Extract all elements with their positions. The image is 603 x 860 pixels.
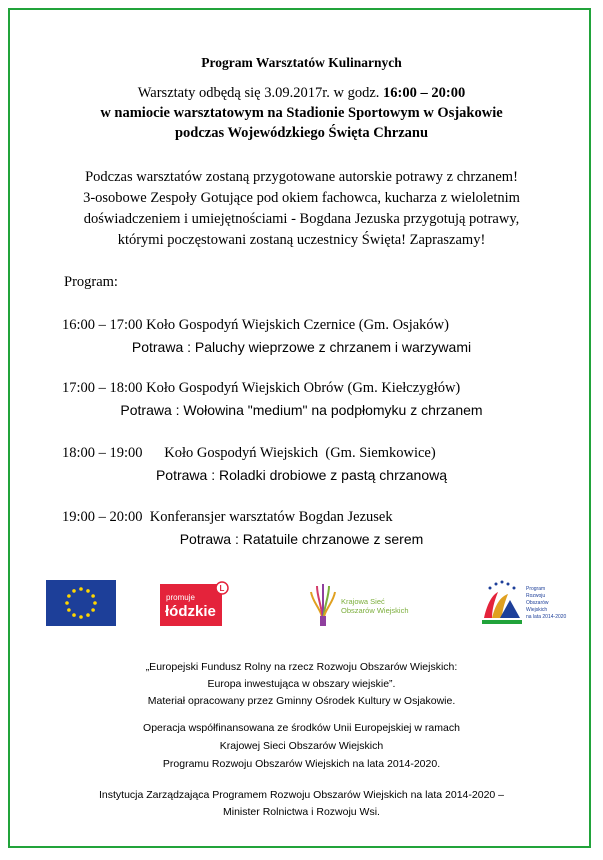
location-line: w namiocie warsztatowym na Stadionie Sportowym w Osjakowie: [100, 105, 503, 121]
footer-line: Programu Rozwoju Obszarów Wiejskich na lata 2014-2020.: [162, 758, 441, 770]
schedule-slot: 18:00 – 19:00 Koło Gospodyń Wiejskich (Gm. Siemkowice): [62, 445, 436, 461]
schedule-slot: 19:00 – 20:00 Konferansjer warsztatów Bogdan Jezusek: [62, 509, 393, 525]
page-title: Program Warsztatów Kulinarnych: [201, 55, 402, 70]
prow-emblem-icon: [478, 578, 568, 630]
footer-line: Krajowej Sieci Obszarów Wiejskich: [219, 740, 384, 752]
schedule-dish: Potrawa : Ratatuile chrzanowe z serem: [179, 531, 424, 547]
intro-line: 3-osobowe Zespoły Gotujące pod okiem fachowca, kucharza z wieloletnim: [83, 190, 520, 206]
intro-line: którymi poczęstowani zostaną uczestnicy Święta! Zapraszamy!: [117, 232, 486, 248]
ksow-tree-icon: [305, 580, 415, 628]
lodzkie-mark: L: [219, 584, 225, 593]
prow-text-line2: Rozwoju: [526, 593, 546, 599]
schedule-dish: Potrawa : Paluchy wieprzowe z chrzanem i warzywami: [131, 339, 472, 355]
footer-line: Instytucja Zarządzająca Programem Rozwoju Obszarów Wiejskich na lata 2014-2020 –: [98, 789, 505, 801]
schedule-dish: Potrawa : Wołowina "medium" na podpłomyku z chrzanem: [120, 402, 483, 418]
lodzkie-logo: [160, 580, 230, 626]
date-line: [0, 85, 603, 102]
prow-logo: [478, 578, 568, 630]
prow-text-line1: Program: [526, 586, 546, 592]
schedule-dish: Potrawa : Roladki drobiowe z pastą chrzanową: [155, 467, 448, 483]
lodzkie-logo-graphic: [160, 580, 230, 626]
ksow-text-line2: Obszarów Wiejskich: [341, 606, 409, 615]
eu-flag-icon: [46, 580, 116, 626]
intro-line: Podczas warsztatów zostaną przygotowane autorskie potrawy z chrzanem!: [85, 169, 518, 185]
footer-line: „Europejski Fundusz Rolny na rzecz Rozwoju Obszarów Wiejskich:: [145, 661, 458, 673]
lodzkie-small-text: promuje: [166, 593, 195, 602]
event-line: podczas Wojewódzkiego Święta Chrzanu: [174, 125, 429, 141]
eu-logo: [46, 580, 116, 626]
ksow-text-line1: Krajowa Sieć: [341, 597, 385, 606]
footer-line: Operacja współfinansowana ze środków Unii Europejskiej w ramach: [143, 722, 460, 734]
footer-line: Minister Rolnictwa i Rozwoju Wsi.: [223, 806, 380, 818]
date-prefix: Warsztaty odbędą się 3.09.2017r. w godz.: [137, 85, 384, 101]
lodzkie-big-text: łódzkie: [165, 603, 216, 620]
time-range: 16:00 – 20:00: [383, 85, 466, 101]
footer-line: Materiał opracowany przez Gminny Ośrodek Kultury w Osjakowie.: [147, 695, 456, 707]
prow-text-line5: na lata 2014-2020: [526, 614, 567, 620]
program-label: Program:: [64, 274, 118, 290]
schedule-slot: 16:00 – 17:00 Koło Gospodyń Wiejskich Czernice (Gm. Osjaków): [62, 317, 449, 333]
intro-line: doświadczeniem i umiejętnościami - Bogdana Jezuska przygotują potrawy,: [83, 211, 520, 227]
prow-text-line3: Obszarów: [526, 600, 549, 606]
footer-line: Europa inwestująca w obszary wiejskie”.: [207, 678, 396, 690]
ksow-logo: [305, 580, 415, 628]
prow-text-line4: Wiejskich: [526, 607, 548, 613]
schedule-slot: 17:00 – 18:00 Koło Gospodyń Wiejskich Obrów (Gm. Kiełczygłów): [62, 380, 461, 396]
